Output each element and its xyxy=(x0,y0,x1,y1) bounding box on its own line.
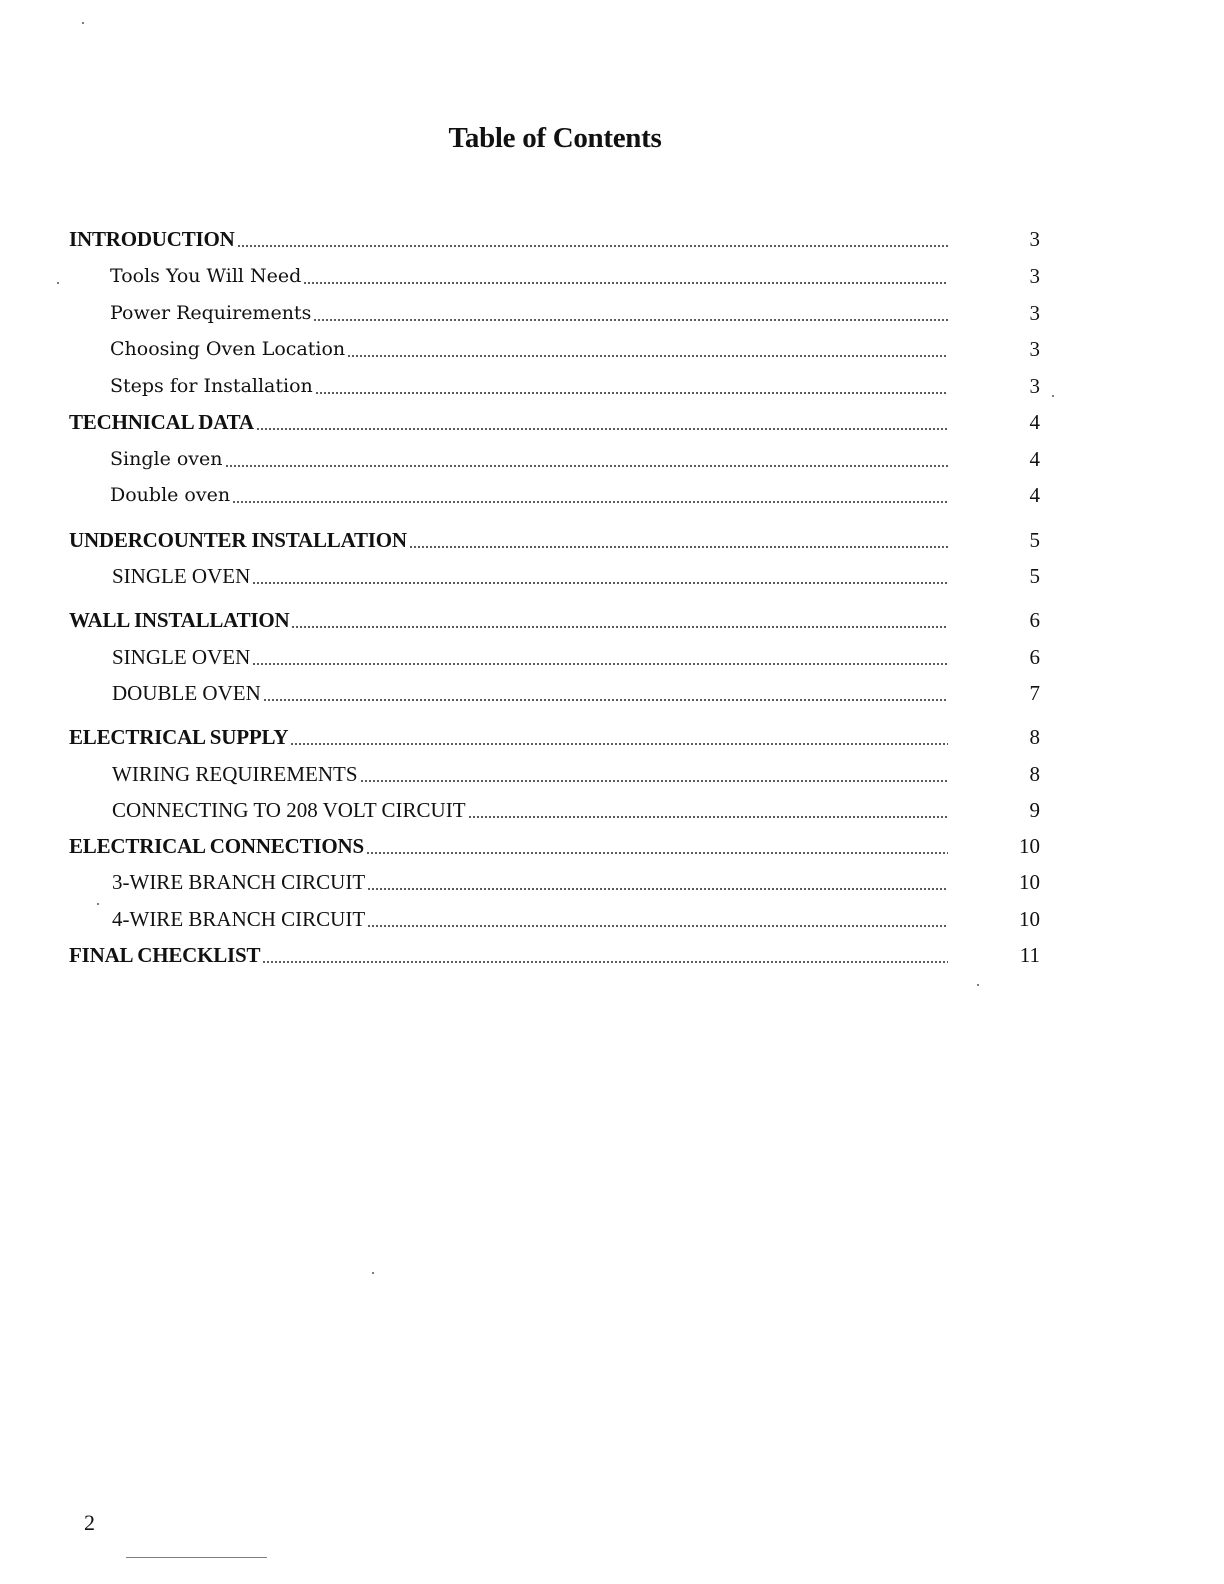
dot-leader xyxy=(313,319,948,321)
dot-leader xyxy=(367,888,948,890)
toc-entry-label: UNDERCOUNTER INSTALLATION xyxy=(69,528,407,552)
toc-entry xyxy=(69,829,948,863)
dot-leader xyxy=(315,392,948,394)
toc-page-number: 3 xyxy=(1029,301,1040,325)
toc-entry-label: WIRING REQUIREMENTS xyxy=(112,762,358,786)
toc-page-number: 4 xyxy=(1029,483,1040,507)
toc-entry-label: Single oven xyxy=(110,448,223,470)
toc-entry-label: ELECTRICAL CONNECTIONS xyxy=(69,834,364,858)
toc-row xyxy=(0,478,1224,512)
toc-page-number: 3 xyxy=(1029,227,1040,251)
dot-leader xyxy=(290,743,948,745)
toc-row xyxy=(0,676,1224,710)
toc-entry-label: 4-WIRE BRANCH CIRCUIT xyxy=(112,907,366,931)
toc-row xyxy=(0,938,1224,972)
scan-speck xyxy=(82,22,84,24)
dot-leader xyxy=(303,282,948,284)
toc-entry xyxy=(110,296,948,330)
toc-row xyxy=(0,640,1224,674)
toc-page-number: 11 xyxy=(1019,943,1040,967)
toc-row xyxy=(0,559,1224,593)
scan-speck xyxy=(97,903,99,905)
toc-row xyxy=(0,902,1224,936)
dot-leader xyxy=(256,428,948,430)
page-number: 2 xyxy=(84,1510,95,1535)
toc-row xyxy=(0,603,1224,637)
toc-entry-label: FINAL CHECKLIST xyxy=(69,943,261,967)
dot-leader xyxy=(366,852,948,854)
dot-leader xyxy=(252,663,948,665)
toc-entry-label: 3-WIRE BRANCH CIRCUIT xyxy=(112,870,366,894)
dot-leader xyxy=(225,465,948,467)
toc-page-number: 7 xyxy=(1029,681,1040,705)
toc-page-number: 5 xyxy=(1029,528,1040,552)
toc-entry xyxy=(112,559,948,593)
dot-leader xyxy=(237,245,948,247)
toc-entry-label: Choosing Oven Location xyxy=(110,338,346,360)
toc-entry xyxy=(112,793,948,827)
toc-entry xyxy=(69,405,948,439)
toc-row xyxy=(0,757,1224,791)
toc-row xyxy=(0,720,1224,754)
toc-page-number: 5 xyxy=(1029,564,1040,588)
toc-entry xyxy=(69,938,948,972)
toc-row xyxy=(0,442,1224,476)
toc-entry xyxy=(69,720,948,754)
toc-page-number: 6 xyxy=(1029,608,1040,632)
toc-page-number: 4 xyxy=(1029,447,1040,471)
toc-entry-label: SINGLE OVEN xyxy=(112,564,251,588)
scan-speck xyxy=(977,984,979,986)
dot-leader xyxy=(291,626,948,628)
toc-page-number: 4 xyxy=(1029,410,1040,434)
toc-entry-label: DOUBLE OVEN xyxy=(112,681,261,705)
toc-entry xyxy=(110,478,948,512)
dot-leader xyxy=(347,355,948,357)
toc-entry-label: SINGLE OVEN xyxy=(112,645,251,669)
toc-entry xyxy=(69,603,948,637)
toc-entry-label: WALL INSTALLATION xyxy=(69,608,290,632)
toc-row xyxy=(0,332,1224,366)
toc-page-number: 9 xyxy=(1029,798,1040,822)
dot-leader xyxy=(409,546,948,548)
toc-entry-label: CONNECTING TO 208 VOLT CIRCUIT xyxy=(112,798,466,822)
toc-entry xyxy=(112,865,948,899)
toc-row xyxy=(0,793,1224,827)
toc-entry xyxy=(112,902,948,936)
toc-row xyxy=(0,829,1224,863)
toc-page-number: 8 xyxy=(1029,725,1040,749)
toc-page-number: 8 xyxy=(1029,762,1040,786)
scan-speck xyxy=(372,1272,374,1274)
toc-page-number: 3 xyxy=(1029,264,1040,288)
toc-row xyxy=(0,259,1224,293)
toc-page-number: 3 xyxy=(1029,337,1040,361)
toc-entry-label: Steps for Installation xyxy=(110,375,313,397)
dot-leader xyxy=(252,582,948,584)
toc-entry-label: Tools You Will Need xyxy=(110,265,302,287)
toc-entry-label: ELECTRICAL SUPPLY xyxy=(69,725,289,749)
toc-row xyxy=(0,296,1224,330)
dot-leader xyxy=(232,501,948,503)
toc-page-number: 3 xyxy=(1029,374,1040,398)
page-title: Table of Contents xyxy=(448,122,662,154)
toc-row xyxy=(0,222,1224,256)
scan-speck xyxy=(1052,395,1054,397)
toc-entry-label: TECHNICAL DATA xyxy=(69,410,254,434)
dot-leader xyxy=(468,816,948,818)
toc-entry xyxy=(110,369,948,403)
dot-leader xyxy=(360,780,948,782)
toc-entry xyxy=(110,442,948,476)
toc-entry xyxy=(112,676,948,710)
toc-entry xyxy=(69,523,948,557)
toc-entry-label: Double oven xyxy=(110,484,231,506)
toc-entry xyxy=(110,259,948,293)
toc-entry xyxy=(112,757,948,791)
bottom-rule xyxy=(126,1557,267,1558)
dot-leader xyxy=(262,961,948,963)
toc-row xyxy=(0,405,1224,439)
toc-page-number: 10 xyxy=(1019,834,1040,858)
scan-speck xyxy=(57,282,59,284)
toc-entry xyxy=(69,222,948,256)
toc-entry-label: Power Requirements xyxy=(110,302,312,324)
toc-row xyxy=(0,369,1224,403)
dot-leader xyxy=(367,925,948,927)
toc-row xyxy=(0,523,1224,557)
toc-entry-label: INTRODUCTION xyxy=(69,227,235,251)
toc-entry xyxy=(110,332,948,366)
toc-entry xyxy=(112,640,948,674)
toc-page-number: 6 xyxy=(1029,645,1040,669)
toc-page-number: 10 xyxy=(1019,870,1040,894)
toc-row xyxy=(0,865,1224,899)
toc-page-number: 10 xyxy=(1019,907,1040,931)
dot-leader xyxy=(263,699,948,701)
